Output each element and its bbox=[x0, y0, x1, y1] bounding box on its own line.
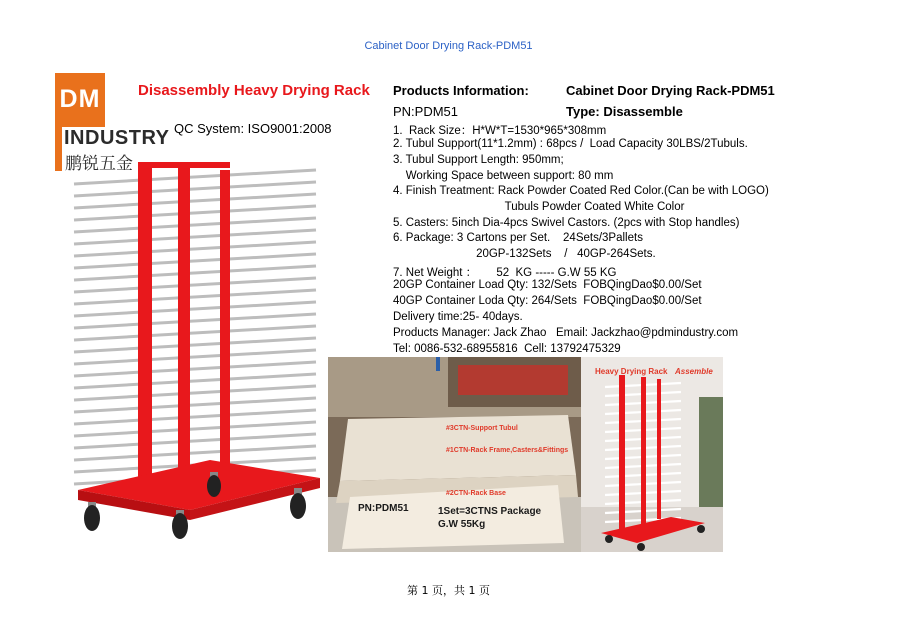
spec-line: 1. Rack Size：H*W*T=1530*965*308mm bbox=[393, 125, 607, 137]
logo-mark: DM bbox=[59, 85, 101, 113]
assembled-rack-photo bbox=[581, 357, 723, 552]
support-tube bbox=[74, 446, 316, 460]
spec-line: 20GP Container Load Qty: 132/Sets FOBQingDao$0.00/Set bbox=[393, 279, 702, 291]
support-tube bbox=[74, 218, 316, 232]
support-tube bbox=[74, 194, 316, 208]
product-name: Cabinet Door Drying Rack-PDM51 bbox=[566, 83, 775, 98]
spec-line: Tel: 0086-532-68955816 Cell: 13792475329 bbox=[393, 343, 621, 355]
photo-pn: PN:PDM51 bbox=[358, 503, 409, 514]
spec-line: 6. Package: 3 Cartons per Set. 24Sets/3Pallets bbox=[393, 232, 643, 244]
assembled-rack-art bbox=[581, 357, 723, 552]
main-title: Disassembly Heavy Drying Rack bbox=[138, 82, 370, 99]
support-tube bbox=[74, 386, 316, 400]
package-photo bbox=[328, 357, 581, 552]
spec-line: 40GP Container Loda Qty: 264/Sets FOBQingDao$0.00/Set bbox=[393, 295, 702, 307]
support-tube bbox=[74, 398, 316, 412]
photo-tag: Assemble bbox=[675, 367, 713, 376]
support-tube bbox=[74, 206, 316, 220]
support-tube bbox=[74, 254, 316, 268]
qc-system: QC System: ISO9001:2008 bbox=[174, 121, 332, 136]
support-tube bbox=[74, 338, 316, 352]
support-tube bbox=[74, 182, 316, 196]
support-tube bbox=[74, 422, 316, 436]
photo-label: #2CTN-Rack Base bbox=[446, 490, 506, 497]
spec-line: Products Manager: Jack Zhao Email: Jackzhao@pdmindustry.com bbox=[393, 327, 739, 339]
product-type: Type: Disassemble bbox=[566, 104, 683, 119]
support-tube bbox=[74, 230, 316, 244]
support-tube bbox=[74, 350, 316, 364]
spec-line: Tubuls Powder Coated White Color bbox=[393, 201, 685, 213]
spec-line: 20GP-132Sets / 40GP-264Sets. bbox=[393, 248, 656, 260]
support-tube bbox=[74, 374, 316, 388]
support-tube bbox=[74, 326, 316, 340]
support-tubes bbox=[74, 170, 316, 484]
logo-wordmark: INDUSTRY bbox=[64, 127, 170, 149]
spec-line: 4. Finish Treatment: Rack Powder Coated Red Color.(Can be with LOGO) bbox=[393, 185, 769, 197]
spec-line: 5. Casters: 5inch Dia-4pcs Swivel Castors. (2pcs with Stop handles) bbox=[393, 217, 740, 229]
spec-line: 2. Tubul Support(11*1.2mm) : 68pcs / Load Capacity 30LBS/2Tubuls. bbox=[393, 138, 748, 150]
products-info-label: Products Information: bbox=[393, 83, 529, 98]
photo-label: #3CTN-Support Tubul bbox=[446, 425, 518, 432]
logo-chinese-name: 鹏锐五金 bbox=[65, 154, 133, 174]
spec-line: 3. Tubul Support Length: 950mm; bbox=[393, 154, 564, 166]
support-tube bbox=[74, 266, 316, 280]
support-tube bbox=[74, 290, 316, 304]
logo-stripe bbox=[55, 127, 62, 171]
spec-line: Working Space between support: 80 mm bbox=[393, 170, 614, 182]
photo-weight: G.W 55Kg bbox=[438, 519, 486, 530]
header-title: Cabinet Door Drying Rack-PDM51 bbox=[364, 40, 533, 52]
spec-line: Delivery time:25- 40days. bbox=[393, 311, 523, 323]
support-tube bbox=[74, 278, 316, 292]
photo-label: #1CTN-Rack Frame,Casters&Fittings bbox=[446, 447, 569, 454]
support-tube bbox=[74, 362, 316, 376]
part-number: PN:PDM51 bbox=[393, 104, 459, 119]
support-tube bbox=[74, 410, 316, 424]
support-tube bbox=[74, 170, 316, 184]
support-tube bbox=[74, 314, 316, 328]
support-tube bbox=[74, 302, 316, 316]
support-tube bbox=[74, 242, 316, 256]
page-footer: 第 1 页，共 1 页 bbox=[407, 584, 490, 597]
photo-package: 1Set=3CTNS Package bbox=[438, 506, 542, 517]
drying-rack-illustration bbox=[70, 160, 330, 540]
support-tube bbox=[74, 434, 316, 448]
photo-title: Heavy Drying Rack bbox=[595, 367, 668, 376]
spec-line: 7. Net Weight ： 52 KG ----- G.W 55 KG bbox=[393, 267, 617, 279]
